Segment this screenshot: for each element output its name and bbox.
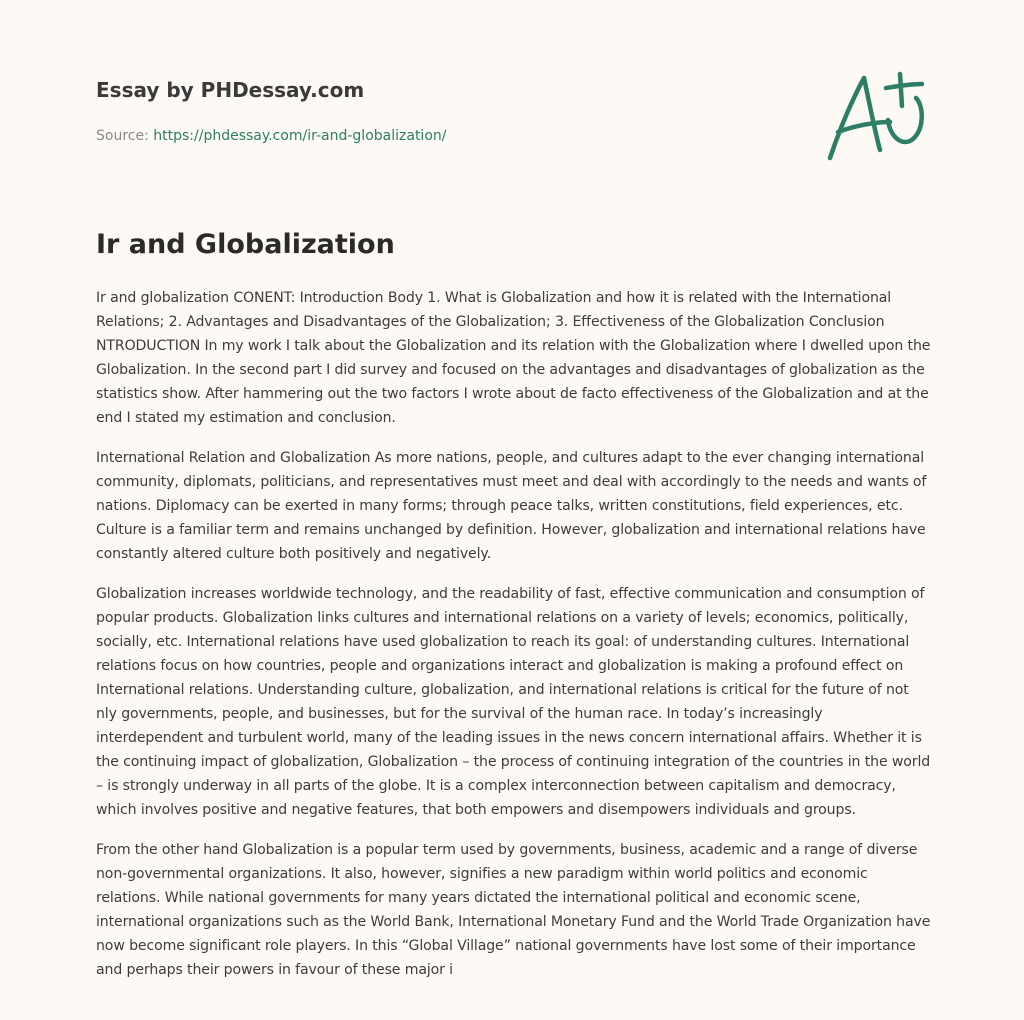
essay-paragraph: Ir and globalization CONENT: Introduction Body 1. What is Globalization and how it is related with the International Relations; 2. Advantages and Disadvantages of the Globalization; 3. Effectiveness of the Globalization Conclusion NTRODUCTION In my work I talk about the Globalization and its relation with the Globalization where I dwelled upon the Globalization. In the second part I did survey and focused on the advantages and disadvantages of globalization as the statistics show. After hammering out the two factors I wrote about de facto effectiveness of the Globalization and at the end I stated my estimation and conclusion. <box>96 290 931 426</box>
source-link[interactable]: https://phdessay.com/ir-and-globalization/ <box>153 128 447 144</box>
source-line <box>96 126 796 146</box>
essay-content <box>96 226 932 998</box>
essay-paragraph: International Relation and Globalization As more nations, people, and cultures adapt to the ever changing international community, diplomats, politicians, and representatives must meet and deal with accordingly to the needs and wants of nations. Diplomacy can be exerted in many forms; through peace talks, written constitutions, field experiences, etc. Culture is a familiar term and remains unchanged by definition. However, globalization and international relations have constantly altered culture both positively and negatively. <box>96 450 927 562</box>
essay-title: Ir and Globalization <box>96 229 395 260</box>
a-plus-grade-icon <box>820 66 930 166</box>
source-label: Source: <box>96 128 149 144</box>
page-header <box>96 76 796 146</box>
site-title: Essay by PHDessay.com <box>96 78 365 102</box>
essay-paragraph: Globalization increases worldwide technology, and the readability of fast, effective communication and consumption of popular products. Globalization links cultures and international relations on a variety of levels; economics, politically, socially, etc. International relations have used globalization to reach its goal: of understanding cultures. International relations focus on how countries, people and organizations interact and globalization is making a profound effect on International relations. Understanding culture, globalization, and international relations is critical for the future of not nly governments, people, and businesses, but for the survival of the human race. In today’s increasingly interdependent and turbulent world, many of the leading issues in the news concern international affairs. Whether it is the continuing impact of globalization, Globalization – the process of continuing integration of the countries in the world – is strongly underway in all parts of the globe. It is a complex interconnection between capitalism and democracy, which involves positive and negative features, that both empowers and disempowers individuals and groups. <box>96 586 931 818</box>
essay-paragraph: From the other hand Globalization is a popular term used by governments, business, academic and a range of diverse non-governmental organizations. It also, however, signifies a new paradigm within world politics and economic relations. While national governments for many years dictated the international political and economic scene, international organizations such as the World Bank, International Monetary Fund and the World Trade Organization have now become significant role players. In this “Global Village” national governments have lost some of their importance and perhaps their powers in favour of these major i <box>96 842 931 978</box>
